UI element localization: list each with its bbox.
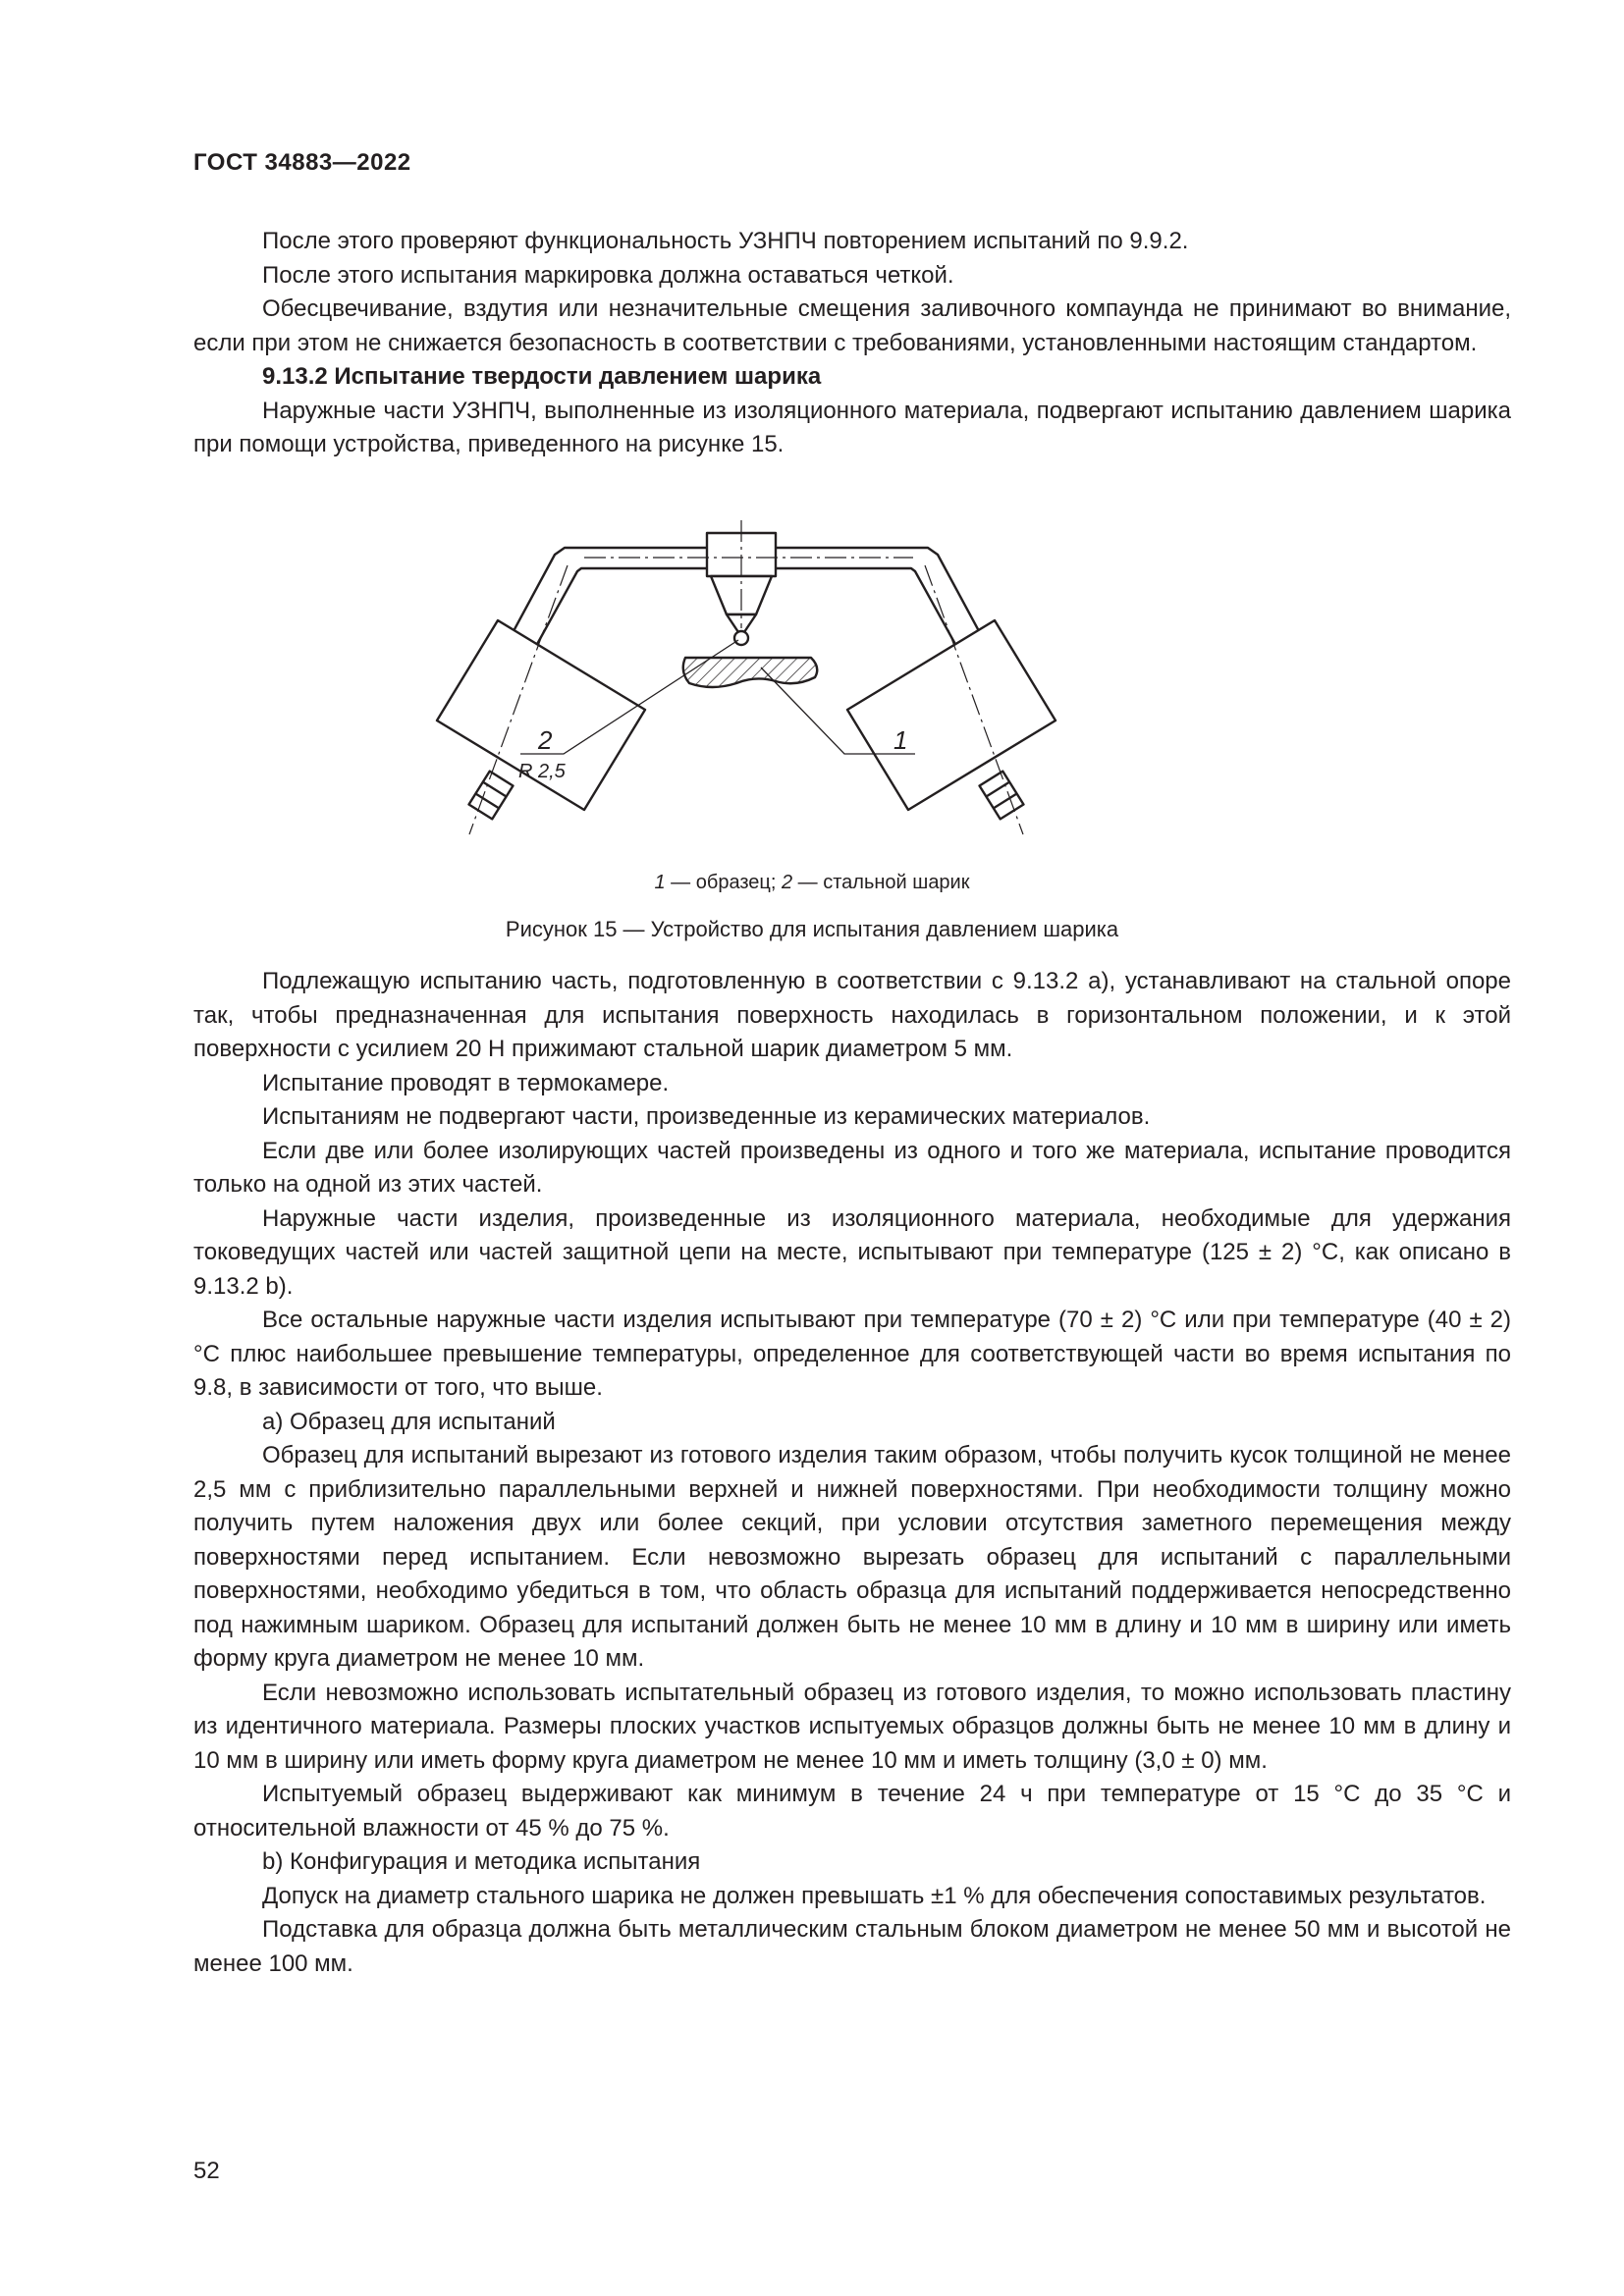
paragraph: Обесцвечивание, вздутия или незначительные смещения заливочного компаунда не принимают во внимание, если при этом не снижается безопасность в соответствии с требованиями, установленными настоящим стандартом. (193, 295, 1511, 356)
list-heading-b: b) Конфигурация и методика испытания (262, 1848, 701, 1875)
paragraph: Допуск на диаметр стального шарика не должен превышать ±1 % для обеспечения сопоставимых результатов. (262, 1882, 1487, 1909)
figure-caption: Рисунок 15 — Устройство для испытания давлением шарика (505, 917, 1119, 941)
paragraph: Испытаниям не подвергают части, произведенные из керамических материалов. (262, 1103, 1151, 1130)
figure-label-radius: R 2,5 (518, 761, 566, 782)
paragraph: Все остальные наружные части изделия испытывают при температуре (70 ± 2) °С или при температуре (40 ± 2) °С плюс наибольшее превышение температуры, определенное для соответствующей части во время испытания по 9.8, в зависимости от того, что выше. (193, 1307, 1511, 1401)
figure-ball-pressure-device (432, 510, 1060, 844)
list-heading-a: а) Образец для испытаний (262, 1408, 556, 1435)
specimen (683, 658, 818, 687)
page-number: 52 (193, 2158, 220, 2184)
nut-right (980, 772, 1024, 820)
paragraph: Испытуемый образец выдерживают как минимум в течение 24 ч при температуре от 15 °С до 35 °С и относительной влажности от 45 % до 75 %. (193, 1781, 1511, 1842)
figure-key (0, 872, 1624, 894)
paragraph: Подставка для образца должна быть металлическим стальным блоком диаметром не менее 50 мм и высотой не менее 100 мм. (193, 1916, 1511, 1977)
paragraph: Наружные части изделия, произведенные из изоляционного материала, необходимые для удержания токоведущих частей или частей защитной цепи на месте, испытывают при температуре (125 ± 2) °С, как описано в 9.13.2 b). (193, 1204, 1511, 1300)
paragraph: Испытание проводят в термокамере. (262, 1069, 670, 1096)
key-text-1: — образец; (665, 872, 782, 893)
paragraph: После этого испытания маркировка должна оставаться четкой. (262, 261, 954, 289)
figure-label-1: 1 (893, 725, 908, 755)
weight-block-right (847, 620, 1056, 810)
paragraph: Наружные части УЗНПЧ, выполненные из изоляционного материала, подвергают испытанию давлением шарика при помощи устройства, приведенного на рисунке 15. (193, 397, 1511, 457)
text-block-bottom (193, 965, 1511, 1981)
device-drawing (432, 510, 1060, 844)
paragraph: После этого проверяют функциональность УЗНПЧ повторением испытаний по 9.9.2. (262, 228, 1189, 254)
figure-label-2: 2 (538, 725, 553, 755)
paragraph: Если две или более изолирующих частей произведены из одного и того же материала, испытание проводится только на одной из этих частей. (193, 1137, 1511, 1198)
paragraph: Если невозможно использовать испытательный образец из готового изделия, то можно использовать пластину из идентичного материала. Размеры плоских участков испытуемых образцов должны быть не менее 10 мм в длину и 10 мм в ширину или иметь форму круга диаметром не менее 10 мм и иметь толщину (3,0 ± 0) мм. (193, 1679, 1511, 1774)
text-block-top (193, 225, 1511, 462)
document-header: ГОСТ 34883—2022 (193, 149, 411, 176)
paragraph: Образец для испытаний вырезают из готового изделия таким образом, чтобы получить кусок толщиной не менее 2,5 мм с приблизительно параллельными верхней и нижней поверхностями. При необходимости толщину можно получить путем наложения двух или более секций, при условии отсутствия заметного перемещения между поверхностями перед испытанием. Если невозможно вырезать образец для испытаний с параллельными поверхностями, необходимо убедиться в том, что область образца для испытаний поддерживается непосредственно под нажимным шариком. Образец для испытаний должен быть не менее 10 мм в длину и 10 мм в ширину или иметь форму круга диаметром не менее 10 мм. (193, 1442, 1511, 1672)
key-number-1: 1 (654, 872, 666, 893)
section-heading: 9.13.2 Испытание твердости давлением шарика (262, 363, 822, 390)
key-number-2: 2 (781, 872, 793, 893)
paragraph: Подлежащую испытанию часть, подготовленную в соответствии с 9.13.2 а), устанавливают на стальной опоре так, чтобы предназначенная для испытания поверхность находилась в горизонтальном положении, и к этой поверхности с усилием 20 Н прижимают стальной шарик диаметром 5 мм. (193, 968, 1511, 1062)
steel-ball (734, 631, 748, 645)
key-text-2: — стальной шарик (792, 872, 970, 893)
nut-left (469, 772, 514, 820)
